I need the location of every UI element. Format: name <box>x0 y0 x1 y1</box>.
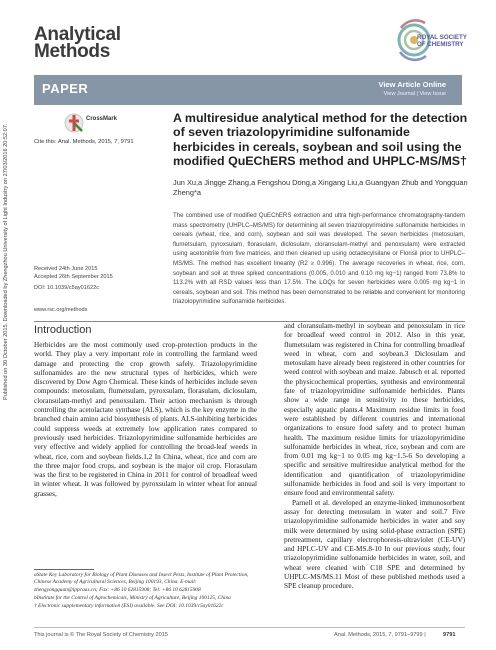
footnote-divider <box>34 569 94 570</box>
footer-citation: Anal. Methods, 2015, 7, 9791–9799 | <box>334 632 426 638</box>
view-article-online-link[interactable]: View Article Online <box>378 80 446 89</box>
accepted-date: Accepted 26th September 2015 <box>34 274 113 280</box>
citation: Cite this: Anal. Methods, 2015, 7, 9791 <box>34 139 134 145</box>
footnote-affiliation-b: bInstitute for the Control of Agrochemicals, Ministry of Agriculture, Beijing 100125, China <box>34 594 231 601</box>
crossmark-label[interactable]: CrossMark <box>86 116 118 122</box>
footer-divider <box>34 627 465 628</box>
page-number: 9791 <box>443 632 456 638</box>
footer-copyright: This journal is © The Royal Society of Chemistry 2015 <box>34 632 168 638</box>
footnotes <box>34 572 258 611</box>
intro-paragraph-1: Herbicides are the most commonly used crop-protection products in the world. They play a very important role in controlling the farmland weed damage and protecting the crop growth safely. Triazolopyrimidine sulfonamides are the new structural types of herbicides, which were discovered by Dow Agro Chemical. These kinds of herbicides include seven compounds: metosulam, flumetsulam, pyroxsulam, florasulam, diclosulam, cloransulam-methyl and penoxsulam. Their action mechanism is through controlling the acetolactate synthase (ALS), which is the key enzyme in the branched chain amino acid biosynthesis of plants. ALS-inhibiting herbicides could suppress weeds at extremely low application rates compared to previously used herbicides. Triazolopyrimidine sulfonamide herbicides are very effective and widely applied for controlling the broad-leaf weeds in wheat, rice, corn and soybean fields.1,2 In China, wheat, rice and corn are the three major food crops, and soybean is the major oil crop. Florasulam was the first to be registered in China in 2011 for control of broadleaf weed in winter wheat. It was followed by pyroxsulam in winter wheat for annual grasses, <box>34 341 257 498</box>
abstract: The combined use of modified QuEChERS extraction and ultra high-performance chromatography-tandem mass spectrometry (UHPLC–MS/MS) for determining all seven triazolopyrimidine sulfonamide herbicides in cereals (wheat, rice, and corn), soybean and soil was developed. The seven herbicides (metosulam, flumetsulam, pyroxsulam, florasulam, diclosulam, cloransulam-methyl and penoxsulam) were extracted using acetonitrile from five matrices, and then cleaned up using octadecylsilane or Florisil prior to UHPLC–MS/MS. The method has excellent linearity (R2 ≥ 0.996). The average recoveries in wheat, rice, corn, soybean and soil at three spiked concentrations (0.005, 0.010 and 0.10 mg kg−1) ranged from 73.8% to 113.2% with all RSD values less than 17.5%. The LOQs for seven herbicides were 0.005 mg kg−1 in cereals, soybean and soil. This method has been demonstrated to be reliable and convenient for monitoring triazolopyrimidine sulfonamide herbicides. <box>173 212 465 306</box>
doi[interactable]: DOI: 10.1039/c5ay01622c <box>34 285 99 291</box>
footnote-esi: † Electronic supplementary information (ESI) available. See DOI: 10.1039/c5ay01622c <box>34 603 224 610</box>
intro-heading: Introduction <box>34 324 92 336</box>
view-journal-issue-links[interactable]: View Journal | View Issue <box>383 91 446 97</box>
footnote-affiliation-a: aState Key Laboratory for Biology of Plant Diseases and Insect Pests, Institute of Plant Protection, Chinese Academy of Agricultural Sciences, Beijing 100193, China. E-mail: zhengyongquan@ippcaas.cn; Fax: +86 10 62815908; Tel: +86 10 62815908 <box>34 572 249 593</box>
rsc-logo-text: ROYAL SOCIETY OF CHEMISTRY <box>417 34 467 48</box>
journal-url-link[interactable]: www.rsc.org/methods <box>34 307 88 313</box>
journal-title <box>34 26 121 60</box>
intro-paragraph-3: Parnell et al. developed an enzyme-linked immunosorbent assay for detecting metosulam in water and soil.7 Five triazolopyrimidine sulfonamide herbicides in water and soy milk were determined by using solid-phase extraction (SPE) pretreatment, capillary electrophoresis-ultraviolet (CE-UV) and HPLC-UV and CE-MS.8-10 In our previous study, four triazolopyrimidine sulfonamide herbicides in water, soil, and wheat were cleaned with C18 SPE and determined by UHPLC-MS/MS.11 Most of these published methods used a SPE cleanup procedure. <box>284 498 465 591</box>
author-list: Jun Xu,a Jingge Zhang,a Fengshou Dong,a Xingang Liu,a Guangyan Zhub and Yongquan Zheng*a <box>173 178 468 197</box>
dates <box>34 265 113 281</box>
journal-title-line1: Analytical <box>34 24 121 45</box>
paper-label: PAPER <box>42 81 89 96</box>
paper-band <box>34 75 462 105</box>
received-date: Received 24th June 2015 <box>34 266 98 272</box>
body-column-left <box>34 341 257 499</box>
journal-title-line2: Methods <box>34 41 111 62</box>
article-title: A multiresidue analytical method for the detection of seven triazolopyrimidine sulfonamide herbicides in cereals, soybean and soil using the modified QuEChERS method and UHPLC-MS/MS† <box>173 111 468 168</box>
published-download-note: Published on 30 October 2015. Downloaded by Zhengzhou University of Light Industry on 27/03/2016 20:52:07. <box>3 123 9 400</box>
intro-paragraph-2: and cloransulam-methyl in soybean and penoxsulam in rice for broadleaf weed control in 2012. Also in this year, flumetsulam was registered in China for controlling broadleaf weed in wheat, corn and soybean.3 Diclosulam and metosulam have already been registered in other countries for weed control with soybean and maize. Jabusch et al. reported the physicochemical properties, synthesis and environmental fate of triazolopyrimidine sulfonamide herbicides. Plants show a wide range in sensitivity to these herbicides, especially aquatic plants.4 Maximum residue limits in food were established by different countries and international organizations to ensure food safety and to protect human health. The maximum residue limits for triazolopyrimidine sulfonamide herbicides in wheat, rice, soybean and corn are from 0.01 mg kg−1 to 0.05 mg kg−1.5-6 So developing a specific and sensitive multiresidue analytical method for the identification and quantification of triazolopyrimidine sulfonamide herbicides in food and soil is very important to ensure food and environmental safety. <box>284 322 465 498</box>
body-column-right <box>284 322 465 592</box>
